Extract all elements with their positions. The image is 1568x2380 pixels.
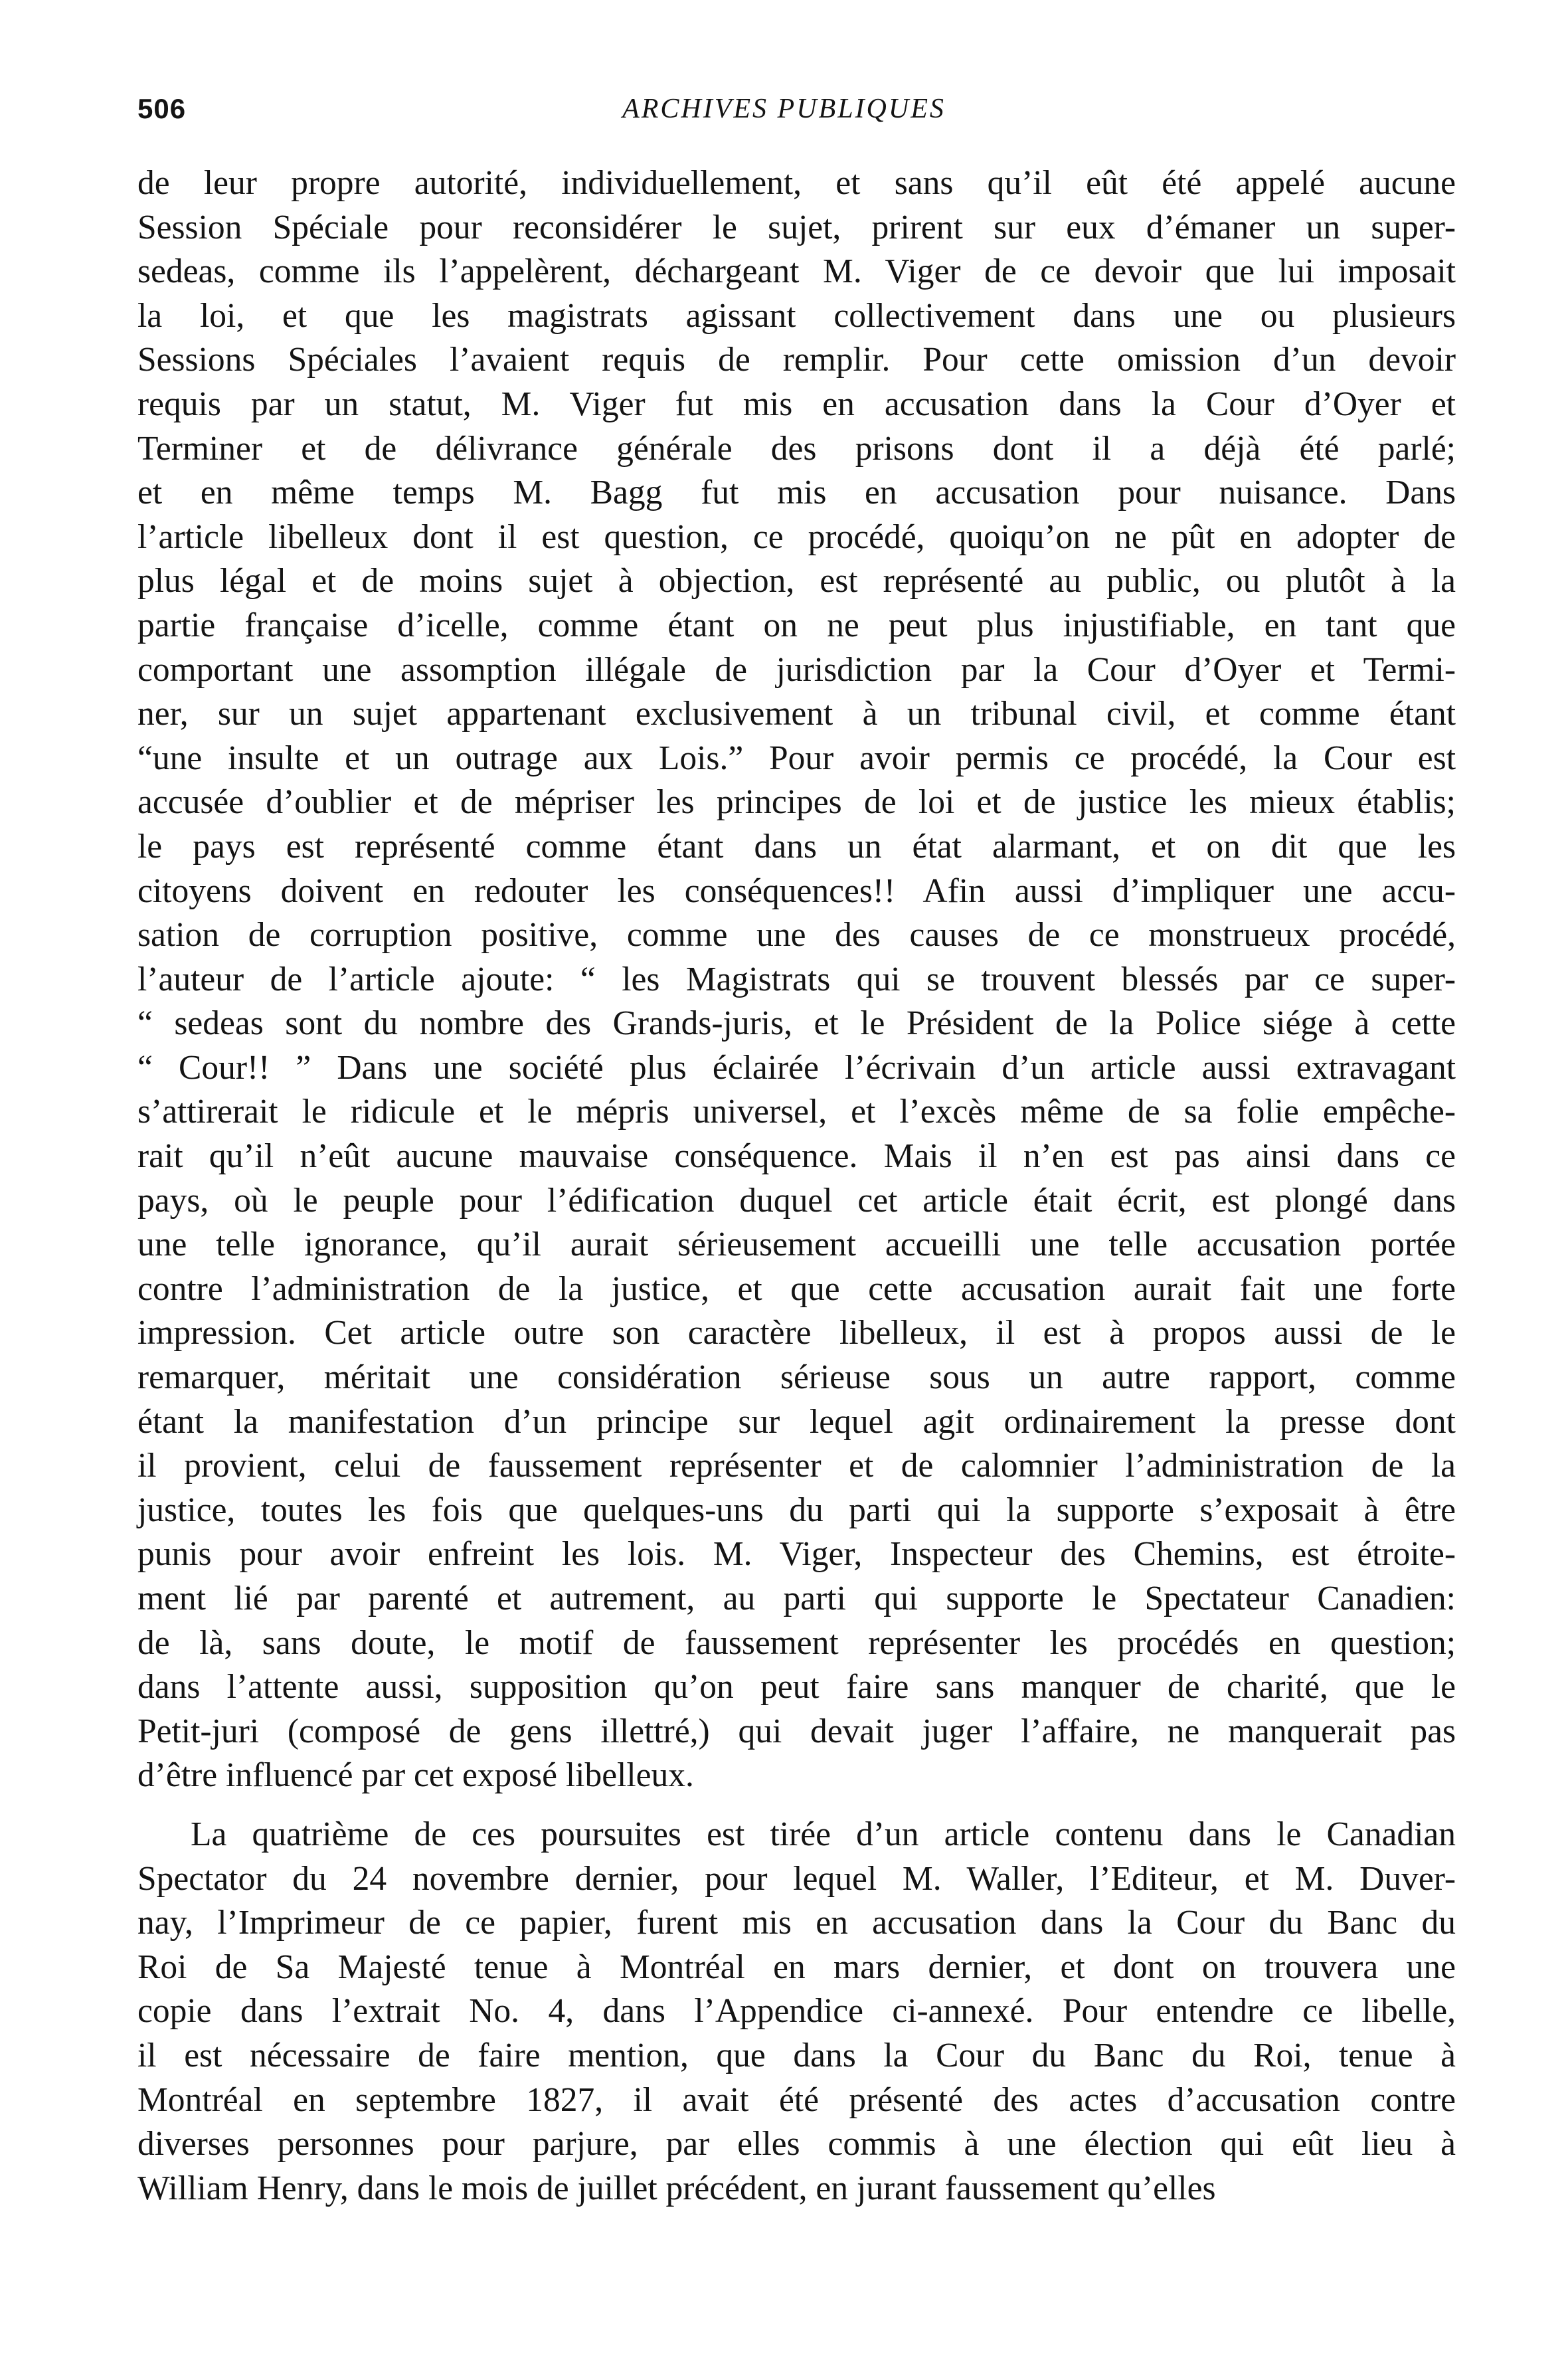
text-line: sation de corruption positive, comme une des causes de ce monstrueux procédé, <box>137 916 1456 955</box>
text-line: de là, sans doute, le motif de faussement représenter les procédés en question; <box>137 1623 1456 1662</box>
text-line: dans l’attente aussi, supposition qu’on peut faire sans manquer de charité, que le <box>137 1668 1456 1706</box>
text-line: copie dans l’extrait No. 4, dans l’Appendice ci-annexé. Pour entendre ce libelle, <box>137 1992 1456 2031</box>
text-line: partie française d’icelle, comme étant on ne peut plus injustifiable, en tant que <box>137 606 1456 644</box>
text-line: plus légal et de moins sujet à objection, est représenté au public, ou plutôt à la <box>137 562 1456 600</box>
text-line: “ Cour!! ” Dans une société plus éclairée l’écrivain d’un article aussi extravagant <box>137 1048 1456 1087</box>
text-line: le pays est représenté comme étant dans un état alarmant, et on dit que les <box>137 827 1456 866</box>
running-head: ARCHIVES PUBLIQUES <box>622 94 946 124</box>
text-line: et en même temps M. Bagg fut mis en accusation pour nuisance. Dans <box>137 474 1456 512</box>
text-line: s’attirerait le ridicule et le mépris universel, et l’excès même de sa folie empêche- <box>137 1093 1456 1131</box>
paragraph-gap <box>137 1798 1456 1813</box>
text-line: remarquer, méritait une considération sérieuse sous un autre rapport, comme <box>137 1358 1456 1397</box>
page-header <box>0 93 1568 133</box>
text-line: citoyens doivent en redouter les conséquences!! Afin aussi d’impliquer une accu- <box>137 871 1456 910</box>
text-line: rait qu’il n’eût aucune mauvaise conséquence. Mais il n’en est pas ainsi dans ce <box>137 1137 1456 1176</box>
text-line: nay, l’Imprimeur de ce papier, furent mis en accusation dans la Cour du Banc du <box>137 1904 1456 1942</box>
page-number: 506 <box>137 93 187 124</box>
text-line: d’être influencé par cet exposé libelleux. <box>137 1756 694 1795</box>
text-line: Montréal en septembre 1827, il avait été présenté des actes d’accusation contre <box>137 2080 1456 2119</box>
text-line: contre l’administration de la justice, et que cette accusation aurait fait une forte <box>137 1269 1456 1308</box>
text-line: requis par un statut, M. Viger fut mis en accusation dans la Cour d’Oyer et <box>137 385 1456 423</box>
text-line: il est nécessaire de faire mention, que dans la Cour du Banc du Roi, tenue à <box>137 2036 1456 2074</box>
text-line: diverses personnes pour parjure, par elles commis à une élection qui eût lieu à <box>137 2125 1456 2163</box>
text-line: impression. Cet article outre son caractère libelleux, il est à propos aussi de le <box>137 1314 1456 1352</box>
text-line: de leur propre autorité, individuellement, et sans qu’il eût été appelé aucune <box>137 164 1456 202</box>
text-line: sedeas, comme ils l’appelèrent, déchargeant M. Viger de ce devoir que lui imposait <box>137 252 1456 291</box>
paragraph <box>137 161 1456 1798</box>
text-line: La quatrième de ces poursuites est tirée d’un article contenu dans le Canadian <box>191 1815 1456 1853</box>
text-line: “ sedeas sont du nombre des Grands-juris, et le Président de la Police siége à cette <box>137 1004 1456 1043</box>
text-line: “une insulte et un outrage aux Lois.” Pour avoir permis ce procédé, la Cour est <box>137 739 1456 777</box>
text-line: Session Spéciale pour reconsidérer le sujet, prirent sur eux d’émaner un super- <box>137 208 1456 246</box>
text-line: Petit-juri (composé de gens illettré,) qui devait juger l’affaire, ne manquerait pas <box>137 1712 1456 1750</box>
text-line: ner, sur un sujet appartenant exclusivement à un tribunal civil, et comme étant <box>137 695 1456 733</box>
text-line: punis pour avoir enfreint les lois. M. Viger, Inspecteur des Chemins, est étroite- <box>137 1535 1456 1574</box>
text-line: accusée d’oublier et de mépriser les principes de loi et de justice les mieux établis; <box>137 783 1456 822</box>
text-line: Sessions Spéciales l’avaient requis de remplir. Pour cette omission d’un devoir <box>137 341 1456 379</box>
text-line: ment lié par parenté et autrement, au parti qui supporte le Spectateur Canadien: <box>137 1580 1456 1617</box>
text-line: étant la manifestation d’un principe sur lequel agit ordinairement la presse dont <box>137 1402 1456 1441</box>
text-line: comportant une assomption illégale de jurisdiction par la Cour d’Oyer et Termi- <box>137 650 1456 689</box>
text-line: pays, où le peuple pour l’édification duquel cet article était écrit, est plongé dans <box>137 1181 1456 1220</box>
text-line: il provient, celui de faussement représenter et de calomnier l’administration de la <box>137 1447 1456 1485</box>
text-line: Terminer et de délivrance générale des prisons dont il a déjà été parlé; <box>137 429 1456 468</box>
text-line: la loi, et que les magistrats agissant collectivement dans une ou plusieurs <box>137 296 1456 335</box>
text-line: Spectator du 24 novembre dernier, pour lequel M. Waller, l’Editeur, et M. Duver- <box>137 1859 1456 1898</box>
paragraph <box>137 1813 1456 2211</box>
text-line: justice, toutes les fois que quelques-uns du parti qui la supporte s’exposait à être <box>137 1491 1456 1529</box>
text-line: Roi de Sa Majesté tenue à Montréal en mars dernier, et dont on trouvera une <box>137 1948 1456 1986</box>
text-line: l’auteur de l’article ajoute: “ les Magistrats qui se trouvent blessés par ce super- <box>137 960 1456 998</box>
text-line: l’article libelleux dont il est question, ce procédé, quoiqu’on ne pût en adopter de <box>137 517 1456 556</box>
text-line: une telle ignorance, qu’il aurait sérieusement accueilli une telle accusation portée <box>137 1226 1456 1264</box>
body-text <box>137 161 1456 2211</box>
text-line: William Henry, dans le mois de juillet précédent, en jurant faussement qu’elles <box>137 2169 1216 2207</box>
